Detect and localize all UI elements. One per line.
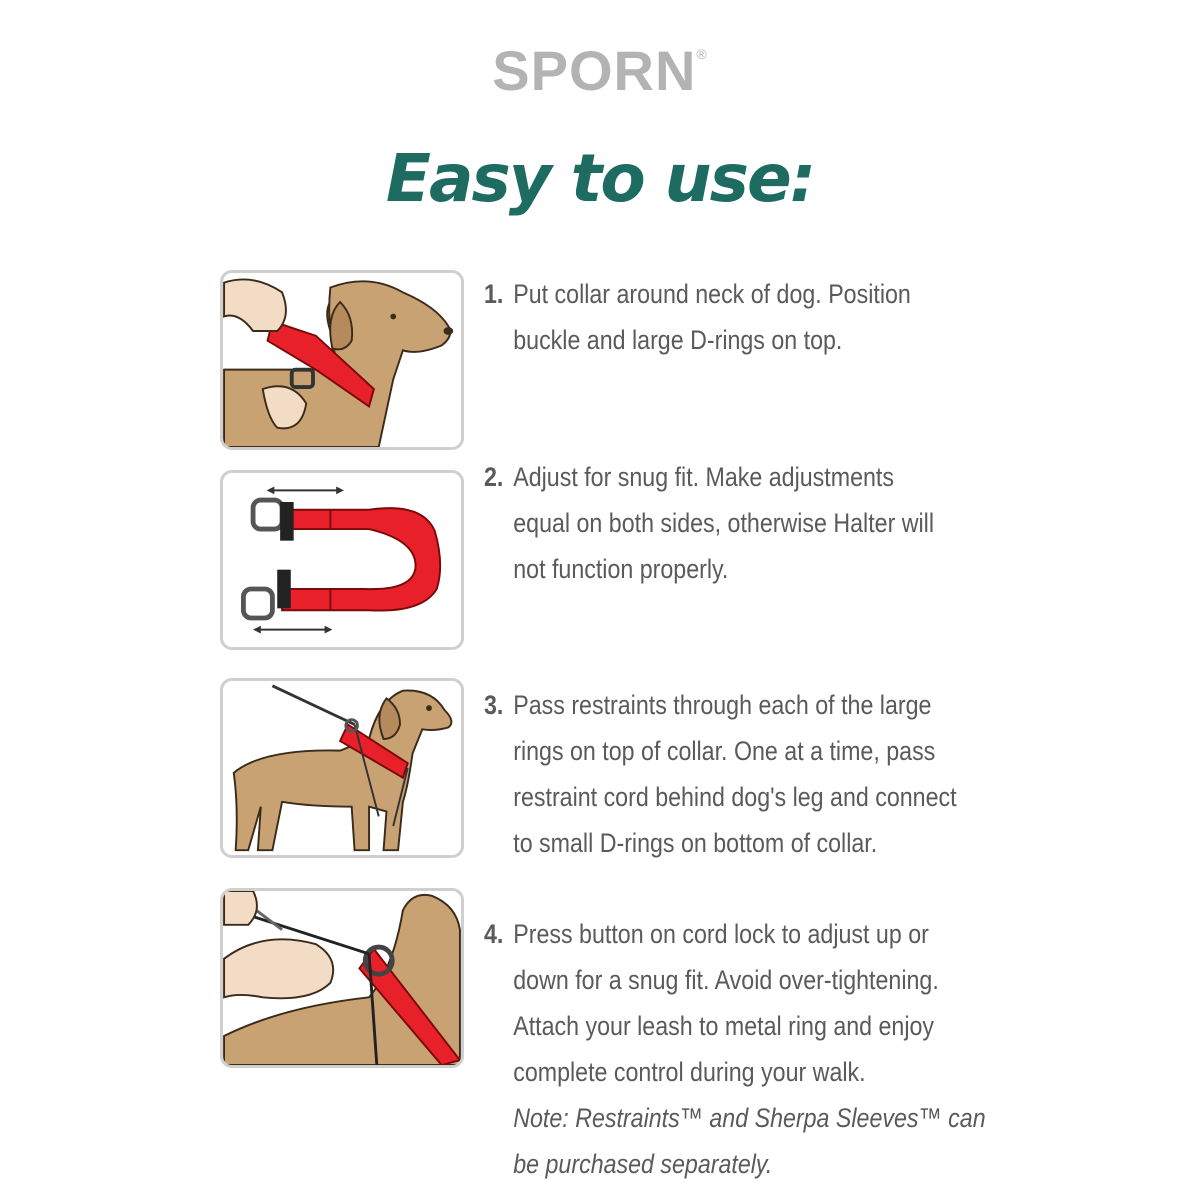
step-text: restraint cord behind dog's leg and connect [513, 782, 957, 812]
step-text: to small D-rings on bottom of collar. [513, 828, 878, 858]
step-text: equal on both sides, otherwise Halter will [513, 508, 935, 538]
step-1-illustration [220, 270, 464, 450]
step-text: Pass restraints through each of the large [513, 690, 932, 720]
brand-name: SPORN [492, 39, 697, 102]
step-text: rings on top of collar. One at a time, pass [513, 736, 936, 766]
step-text: buckle and large D-rings on top. [513, 325, 843, 355]
note-text: Note: Restraints™ and Sherpa Sleeves™ can [513, 1103, 986, 1133]
step-number: 2. [484, 462, 504, 492]
dog-collar-buckle-icon [223, 273, 461, 447]
step-text: Attach your leash to metal ring and enjoy [513, 1011, 935, 1041]
step-4 [484, 911, 986, 1187]
step-1 [484, 271, 914, 363]
registered-mark: ® [696, 46, 708, 62]
brand-logo [0, 38, 1200, 103]
step-3-illustration [220, 678, 464, 858]
step-4-illustration [220, 888, 464, 1068]
step-text: not function properly. [513, 554, 729, 584]
step-text: Adjust for snug fit. Make adjustments [513, 462, 894, 492]
step-number: 4. [484, 919, 504, 949]
step-number: 3. [484, 690, 504, 720]
collar-adjust-icon [223, 473, 461, 647]
step-text: complete control during your walk. [513, 1057, 866, 1087]
note-text: be purchased separately. [513, 1149, 773, 1179]
step-2 [484, 454, 935, 592]
step-text: Put collar around neck of dog. Position [513, 279, 911, 309]
step-text: Press button on cord lock to adjust up or [513, 919, 929, 949]
dog-restraint-icon [223, 681, 461, 855]
step-3 [484, 682, 957, 866]
headline: Easy to use: [385, 140, 815, 217]
step-2-illustration [220, 470, 464, 650]
step-text: down for a snug fit. Avoid over-tightening. [513, 965, 939, 995]
cord-lock-icon [223, 891, 461, 1065]
step-number: 1. [484, 279, 504, 309]
